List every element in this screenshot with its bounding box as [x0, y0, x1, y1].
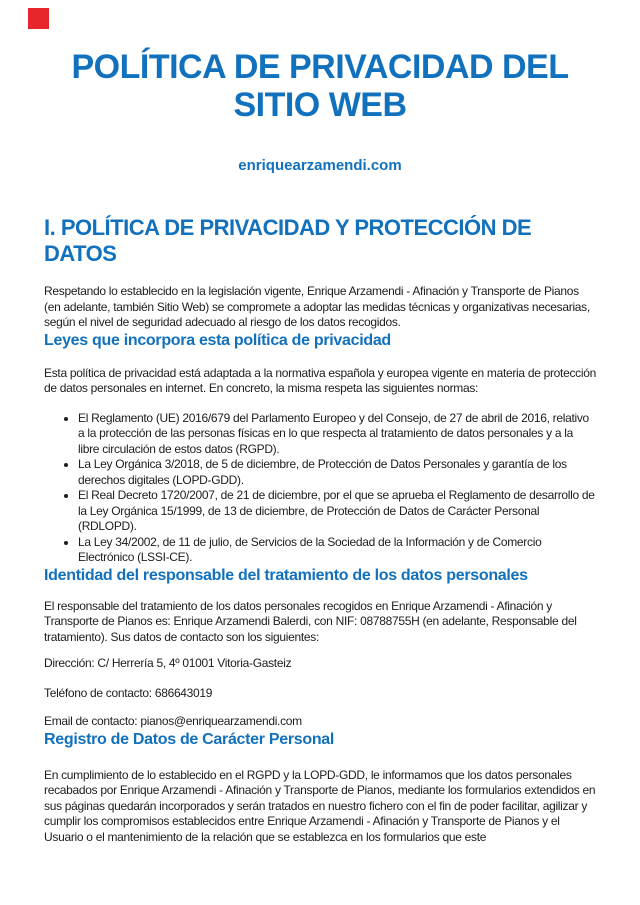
identity-intro-paragraph: El responsable del tratamiento de los datos personales recogidos en Enrique Arzamendi - Afinación y Transporte de Pianos es: Enrique Arzamendi Balerdi, con NIF: 08788755H (en adelante, Responsable del tratamiento). Sus datos de contacto son los siguientes:	[44, 598, 577, 644]
red-square-marker	[28, 8, 49, 29]
site-name: enriquearzamendi.com	[238, 157, 402, 174]
law-item-rdlopd: • El Real Decreto 1720/2007, de 21 de diciembre, por el que se aprueba el Reglamento de desarrollo de la Ley Orgánica 15/1999, de 13 de diciembre, de Protección de Datos de Carácter Personal (RDLOPD).	[78, 488, 596, 535]
contact-address: Dirección: C/ Herrería 5, 4º 01001 Vitoria-Gasteiz	[44, 656, 292, 670]
contact-phone: Teléfono de contacto: 686643019	[44, 685, 213, 700]
laws-heading: Leyes que incorpora esta política de privacidad	[44, 331, 391, 349]
page-title-line1: POLÍTICA DE PRIVACIDAD DEL	[71, 48, 569, 86]
page-title	[44, 48, 596, 124]
identity-heading: Identidad del responsable del tratamiento de los datos personales	[44, 566, 528, 584]
law-item-lssi-ce: • La Ley 34/2002, de 11 de julio, de Servicios de la Sociedad de la Información y de Comercio Electrónico (LSSI-CE).	[78, 535, 596, 566]
intro-paragraph: Respetando lo establecido en la legislación vigente, Enrique Arzamendi - Afinación y Transporte de Pianos (en adelante, también Sitio Web) se compromete a adoptar las medidas técnicas y organizativas necesarias, según el nivel de seguridad adecuado al riesgo de los datos recogidos.	[44, 284, 590, 329]
law-item-rgpd: • El Reglamento (UE) 2016/679 del Parlamento Europeo y del Consejo, de 27 de abril de 2016, relativo a la protección de las personas físicas en lo que respecta al tratamiento de datos personales y a la libre circulación de estos datos (RGPD).	[78, 411, 596, 458]
registry-paragraph: En cumplimiento de lo establecido en el RGPD y la LOPD-GDD, le informamos que los datos personales recabados por Enrique Arzamendi - Afinación y Transporte de Pianos, mediante los formularios extendidos en sus páginas quedarán incorporados y serán tratados en nuestro fichero con el fin de poder facilitar, agilizar y cumplir los compromisos establecidos entre Enrique Arzamendi - Afinación y Transporte de Pianos y el Usuario o el mantenimiento de la relación que se establezca en los formularios que este	[44, 767, 596, 844]
laws-list	[44, 411, 596, 566]
laws-intro-paragraph: Esta política de privacidad está adaptada a la normativa española y europea vigente en materia de protección de datos personales en internet. En concreto, la misma respeta las siguientes normas:	[44, 365, 596, 395]
contact-email: Email de contacto: pianos@enriquearzamendi.com	[44, 714, 302, 728]
law-item-lopd-gdd: • La Ley Orgánica 3/2018, de 5 de diciembre, de Protección de Datos Personales y garantía de los derechos digitales (LOPD-GDD).	[78, 457, 596, 488]
section-heading-privacy-protection: I. POLÍTICA DE PRIVACIDAD Y PROTECCIÓN DE DATOS	[44, 215, 532, 266]
page-title-line2: SITIO WEB	[233, 86, 407, 124]
registry-heading: Registro de Datos de Carácter Personal	[44, 730, 335, 748]
